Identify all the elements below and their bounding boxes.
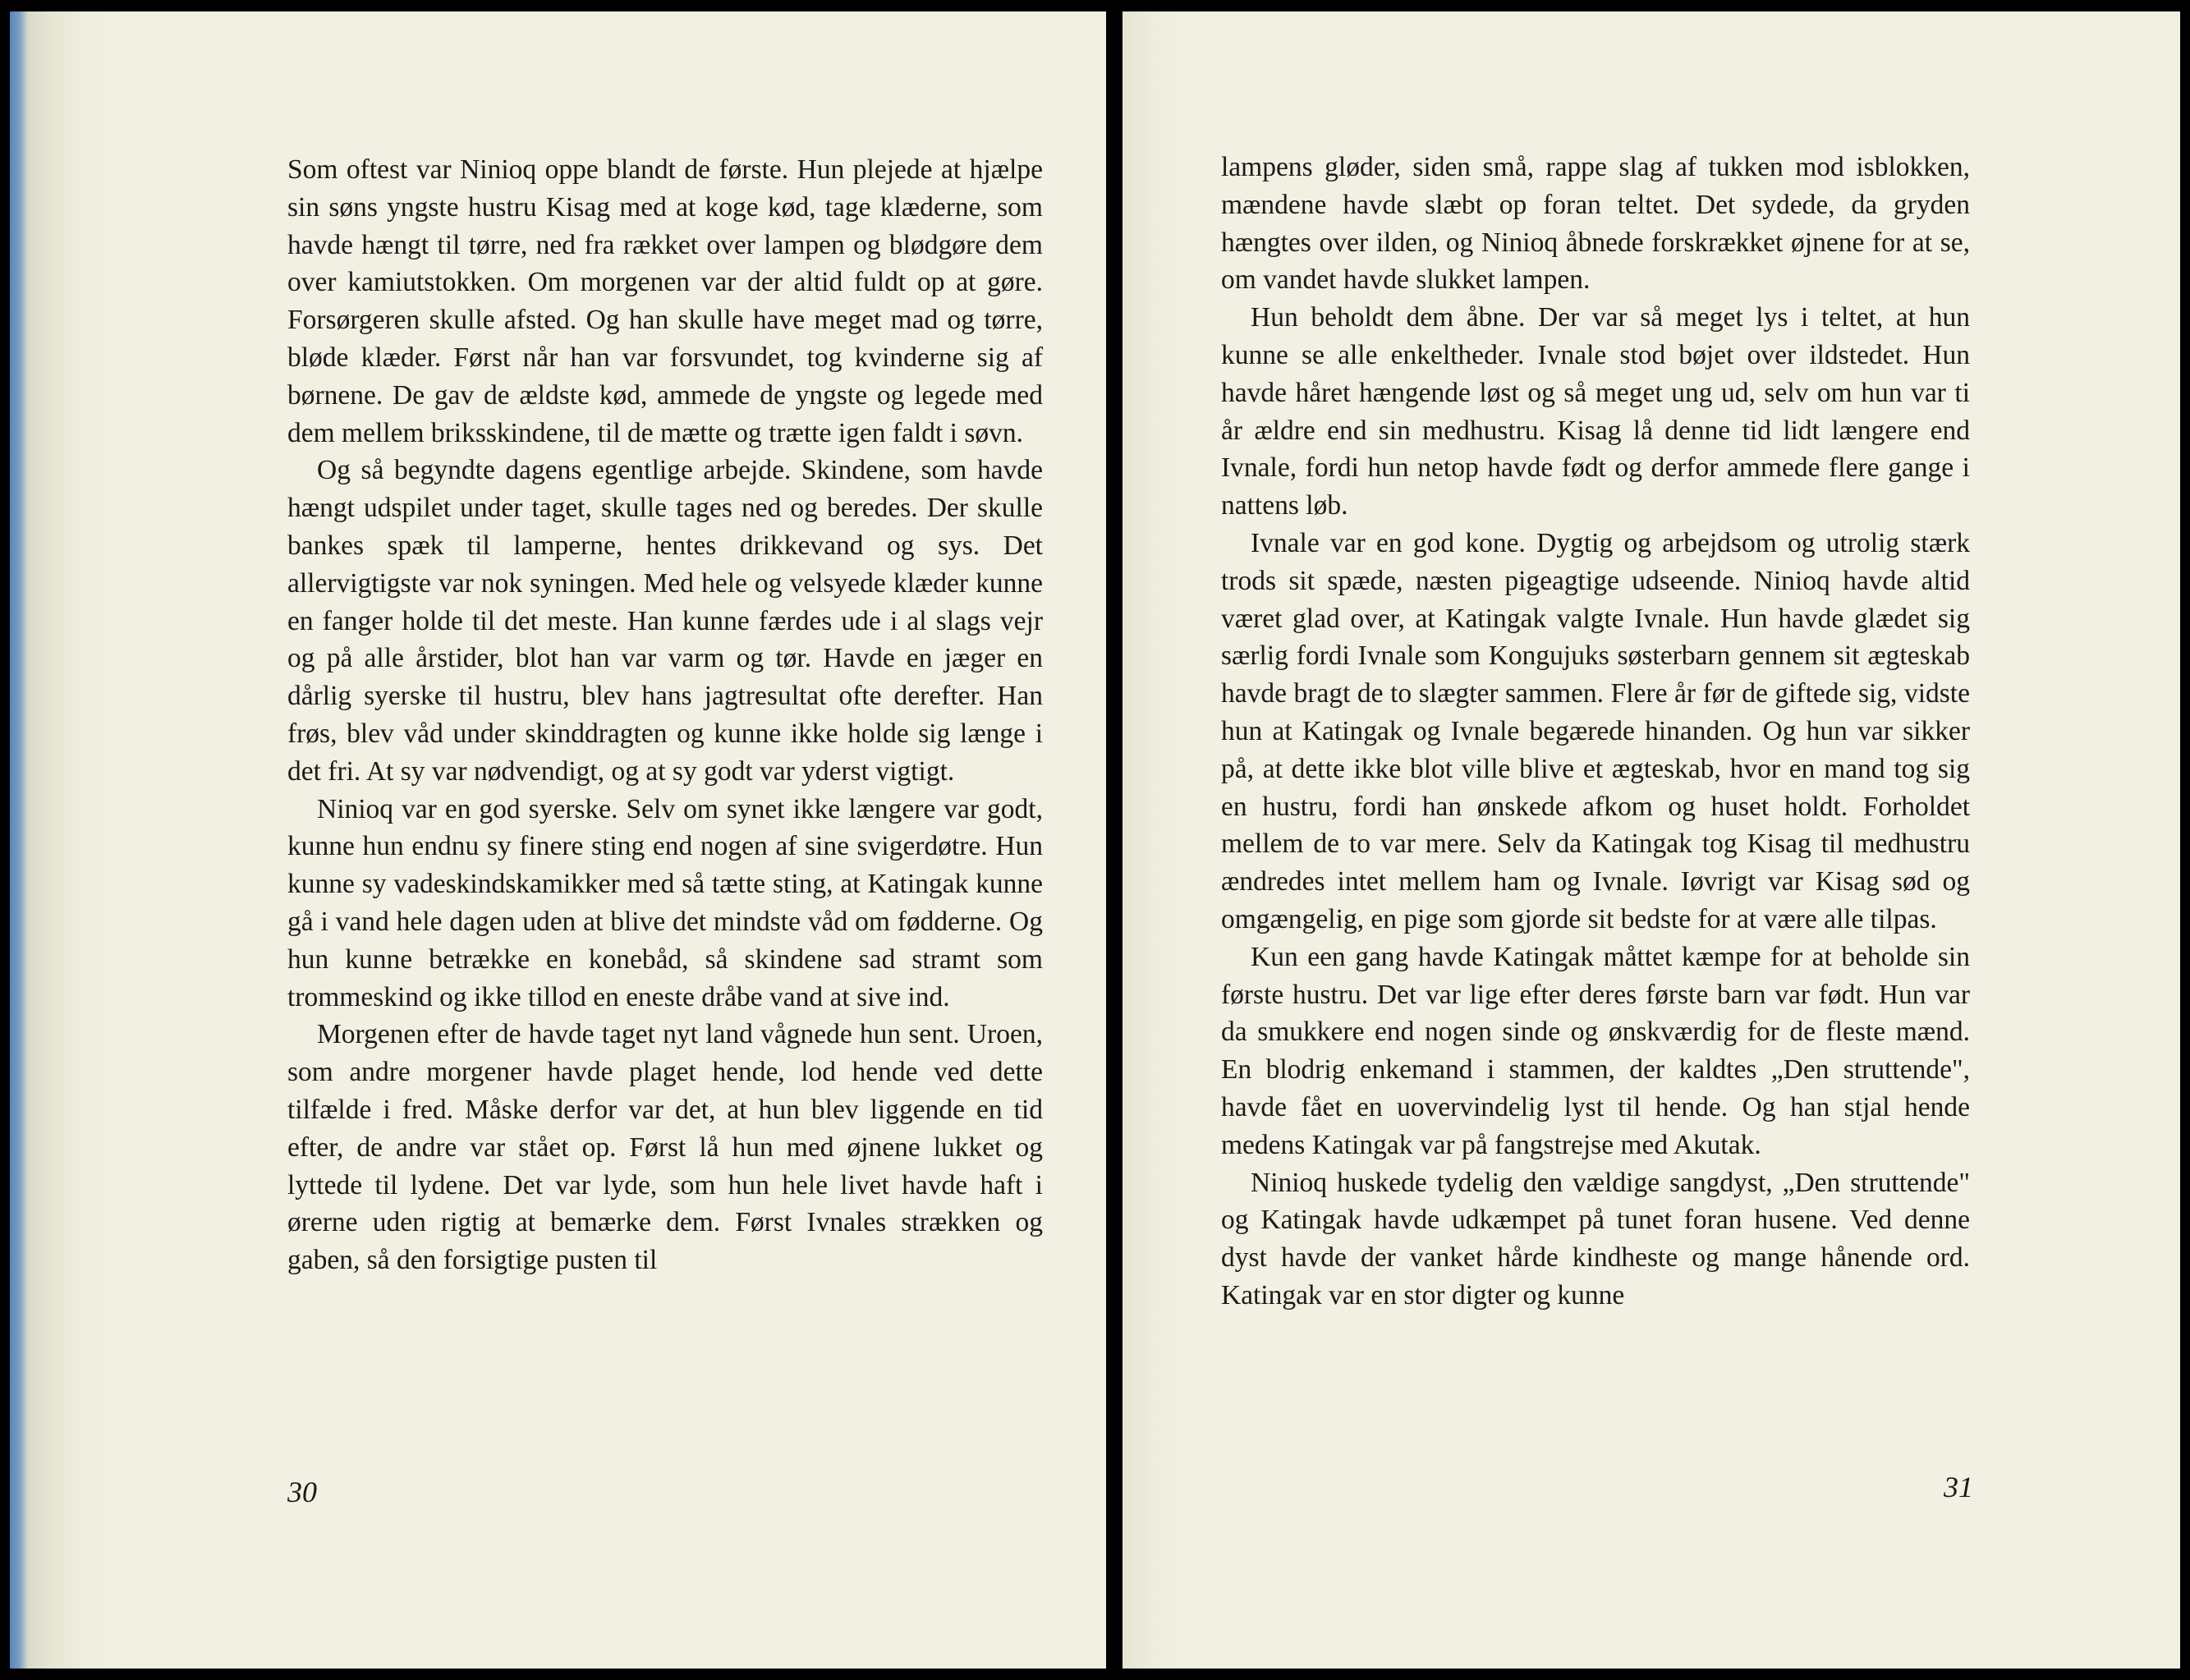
paragraph: Hun beholdt dem åbne. Der var så meget lys i teltet, at hun kunne se alle enkeltheder. Ivnale stod bøjet over ildstedet. Hun havde håret hængende løst og så meget ung ud, selv om hun var ti år ældre end sin medhustru. Kisag lå denne tid lidt længere end Ivnale, fordi hun netop havde født og derfor ammede flere gange i nattens løb. <box>1221 302 1970 521</box>
paragraph: Morgenen efter de havde taget nyt land vågnede hun sent. Uroen, som andre morgener havde plaget hende, lod hende ved dette tilfælde i fred. Måske derfor var det, at hun blev liggende en tid efter, de andre var stået op. Først lå hun med øjnene lukket og lyttede til lydene. Det var lyde, som hun hele livet havde haft i ørerne uden rigtig at bemærke dem. Først Ivnales strækken og gaben, så den forsigtige pusten til <box>287 1019 1043 1276</box>
paragraph: lampens gløder, siden små, rappe slag af tukken mod isblokken, mændene havde slæbt op foran teltet. Det sydede, da gryden hængtes over ilden, og Ninioq åbnede forskrækket øjnene for at se, om vandet havde slukket lampen. <box>1221 152 1970 296</box>
paragraph: Som oftest var Ninioq oppe blandt de første. Hun plejede at hjælpe sin søns yngste hustru Kisag med at koge kød, tage klæderne, som havde hængt til tørre, ned fra rækket over lampen og blødgøre dem over kamiutstokken. Om morgenen var der altid fuldt op at gøre. Forsørgeren skulle afsted. Og han skulle have meget mad og tørre, bløde klæder. Først når han var forsvundet, tog kvinderne sig af børnene. De gav de ældste kød, ammede de yngste og legede med dem mellem briksskindene, til de mætte og trætte igen faldt i søvn. <box>287 154 1043 448</box>
paragraph: Og så begyndte dagens egentlige arbejde. Skindene, som havde hængt udspilet under taget, skulle tages ned og beredes. Der skulle bankes spæk til lamperne, hentes drikkevand og sys. Det allervigtigste var nok syningen. Med hele og velsyede klæder kunne en fanger holde til det meste. Han kunne færdes ude i al slags vejr og på alle årstider, blot han var varm og tør. Havde en jæger en dårlig syerske til hustru, blev hans jagtresultat ofte derefter. Han frøs, blev våd under skinddragten og kunne ikke holde sig længe i det fri. At sy var nødvendigt, og at sy godt var yderst vigtigt. <box>287 455 1043 787</box>
paragraph: Kun een gang havde Katingak måttet kæmpe for at beholde sin første hustru. Det var lige efter deres første barn var født. Hun var da smukkere end nogen sinde og ønskværdig for de fleste mænd. En blodrig enkemand i stammen, der kaldtes „Den struttende", havde fået en uovervindelig lyst til hende. Og han stjal hende medens Katingak var på fangstrejse med Akutak. <box>1221 941 1970 1160</box>
right-page-text <box>1221 149 1970 1315</box>
paragraph: Ivnale var en god kone. Dygtig og arbejdsom og utrolig stærk trods sit spæde, næsten pigeagtige udseende. Ninioq havde altid været glad over, at Katingak valgte Ivnale. Hun havde glædet sig særlig fordi Ivnale som Kongujuks søsterbarn gennem sit ægteskab havde bragt de to slægter sammen. Flere år før de giftede sig, vidste hun at Katingak og Ivnale begærede hinanden. Og hun var sikker på, at dette ikke blot ville blive et ægteskab, hvor en mand tog sig en hustru, fordi han ønskede afkom og huset holdt. Forholdet mellem de to var mere. Selv da Katingak tog Kisag til medhustru ændredes intet mellem ham og Ivnale. Iøvrigt var Kisag sød og omgængelig, en pige som gjorde sit bedste for at være alle tilpas. <box>1221 527 1970 934</box>
page-number-right: 31 <box>1944 1471 1973 1503</box>
right-page <box>1123 11 2180 1669</box>
page-number-left: 30 <box>287 1476 317 1508</box>
left-page <box>10 11 1106 1669</box>
paragraph: Ninioq huskede tydelig den vældige sangdyst, „Den struttende" og Katingak havde udkæmpet på tunet foran husene. Ved denne dyst havde der vanket hårde kindheste og mange hånende ord. Katingak var en stor digter og kunne <box>1221 1167 1970 1310</box>
left-page-text <box>287 151 1043 1279</box>
paragraph: Ninioq var en god syerske. Selv om synet ikke længere var godt, kunne hun endnu sy finere sting end nogen af sine svigerdøtre. Hun kunne sy vadeskindskamikker med så tætte sting, at Katingak kunne gå i vand hele dagen uden at blive det mindste våd om fødderne. Og hun kunne betrække en konebåd, så skindene sad stramt som trommeskind og ikke tillod en eneste dråbe vand at sive ind. <box>287 793 1043 1012</box>
